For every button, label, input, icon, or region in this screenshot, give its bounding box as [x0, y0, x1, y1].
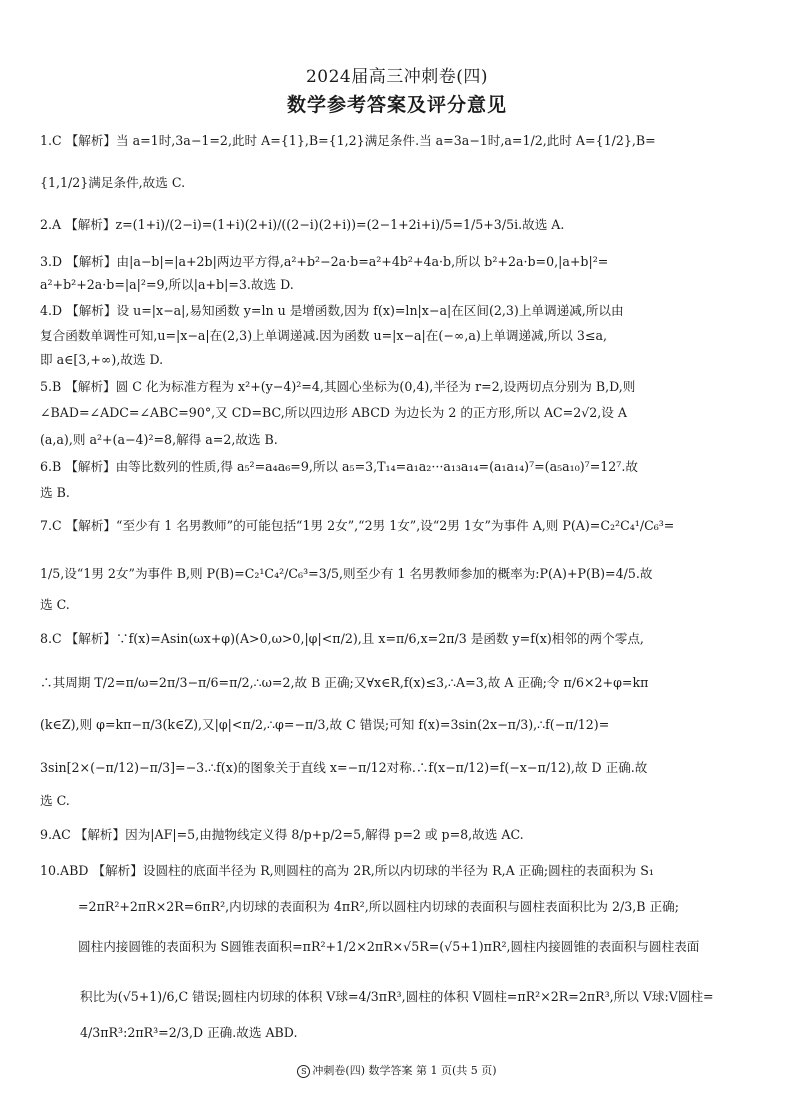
- q7-line-3: 选 C.: [40, 597, 70, 612]
- q8-line-4: 3sin[2×(−π/12)−π/3]=−3.∴f(x)的图象关于直线 x=−π/12对称.∴f(x−π/12)=f(−x−π/12),故 D 正确.故: [40, 760, 648, 775]
- q10-line-1: 10.ABD 【解析】设圆柱的底面半径为 R,则圆柱的高为 2R,所以内切球的半径为 R,A 正确;圆柱的表面积为 S₁: [40, 863, 654, 878]
- q5-line-2: ∠BAD=∠ADC=∠ABC=90°,又 CD=BC,所以四边形 ABCD 为边长为 2 的正方形,所以 AC=2√2,设 A: [40, 405, 627, 420]
- q5-line-1: 5.B 【解析】圆 C 化为标准方程为 x²+(y−4)²=4,其圆心坐标为(0,4),半径为 r=2,设两切点分别为 B,D,则: [40, 379, 636, 394]
- q8-line-5: 选 C.: [40, 793, 70, 808]
- publisher-logo-icon: S: [297, 1065, 310, 1078]
- q7-line-1: 7.C 【解析】“至少有 1 名男教师”的可能包括“1男 2女”,“2男 1女”,设“2男 1女”为事件 A,则 P(A)=C₂²C₄¹/C₆³=: [40, 518, 675, 533]
- footer-text: 冲刺卷(四) 数学答案 第 1 页(共 5 页): [312, 1064, 497, 1077]
- q4-line-3: 即 a∈[3,+∞),故选 D.: [40, 352, 164, 367]
- q9-line-1: 9.AC 【解析】因为|AF|=5,由抛物线定义得 8/p+p/2=5,解得 p=2 或 p=8,故选 AC.: [40, 827, 524, 842]
- q8-line-1: 8.C 【解析】∵f(x)=Asin(ωx+φ)(A>0,ω>0,|φ|<π/2),且 x=π/6,x=2π/3 是函数 y=f(x)相邻的两个零点,: [40, 631, 644, 646]
- page-footer: [0, 1062, 794, 1078]
- q4-line-1: 4.D 【解析】设 u=|x−a|,易知函数 y=ln u 是增函数,因为 f(x)=ln|x−a|在区间(2,3)上单调递减,所以由: [40, 303, 624, 318]
- q10-line-3: 圆柱内接圆锥的表面积为 S圆锥表面积=πR²+1/2×2πR×√5R=(√5+1)πR²,圆柱内接圆锥的表面积与圆柱表面: [78, 939, 700, 954]
- q4-line-2: 复合函数单调性可知,u=|x−a|在(2,3)上单调递减.因为函数 u=|x−a|在(−∞,a)上单调递减,所以 3≤a,: [40, 328, 607, 343]
- q8-line-2: ∴其周期 T/2=π/ω=2π/3−π/6=π/2,∴ω=2,故 B 正确;又∀x∈R,f(x)≤3,∴A=3,故 A 正确;令 π/6×2+φ=kπ: [40, 675, 649, 690]
- q3-line-1: 3.D 【解析】由|a−b|=|a+2b|两边平方得,a²+b²−2a·b=a²+4b²+4a·b,所以 b²+2a·b=0,|a+b|²=: [40, 254, 609, 269]
- q6-line-1: 6.B 【解析】由等比数列的性质,得 a₅²=a₄a₆=9,所以 a₅=3,T₁₄=a₁a₂···a₁₃a₁₄=(a₁a₁₄)⁷=(a₅a₁₀)⁷=12⁷.故: [40, 459, 638, 474]
- q1-line-2: {1,1/2}满足条件,故选 C.: [40, 175, 186, 190]
- q5-line-3: (a,a),则 a²+(a−4)²=8,解得 a=2,故选 B.: [40, 432, 278, 447]
- q7-line-2: 1/5,设“1男 2女”为事件 B,则 P(B)=C₂¹C₄²/C₆³=3/5,则至少有 1 名男教师参加的概率为:P(A)+P(B)=4/5.故: [40, 566, 653, 581]
- q10-line-5: 4/3πR³:2πR³=2/3,D 正确.故选 ABD.: [80, 1025, 298, 1040]
- q3-line-2: a²+b²+2a·b=|a|²=9,所以|a+b|=3.故选 D.: [40, 277, 294, 292]
- q6-line-2: 选 B.: [40, 485, 70, 500]
- document-subtitle: 数学参考答案及评分意见: [286, 94, 507, 116]
- q1-line-1: 1.C 【解析】当 a=1时,3a−1=2,此时 A={1},B={1,2}满足条件.当 a=3a−1时,a=1/2,此时 A={1/2},B=: [40, 133, 656, 148]
- q8-line-3: (k∈Z),则 φ=kπ−π/3(k∈Z),又|φ|<π/2,∴φ=−π/3,故 C 错误;可知 f(x)=3sin(2x−π/3),∴f(−π/12)=: [40, 717, 610, 732]
- q10-line-2: =2πR²+2πR×2R=6πR²,内切球的表面积为 4πR²,所以圆柱内切球的表面积与圆柱表面积比为 2/3,B 正确;: [78, 899, 679, 914]
- exam-title: 2024届高三冲刺卷(四): [305, 67, 489, 87]
- q2-line-1: 2.A 【解析】z=(1+i)/(2−i)=(1+i)(2+i)/((2−i)(2+i))=(2−1+2i+i)/5=1/5+3/5i.故选 A.: [40, 217, 565, 232]
- q10-line-4: 积比为(√5+1)/6,C 错误;圆柱内切球的体积 V球=4/3πR³,圆柱的体积 V圆柱=πR²×2R=2πR³,所以 V球:V圆柱=: [80, 989, 714, 1004]
